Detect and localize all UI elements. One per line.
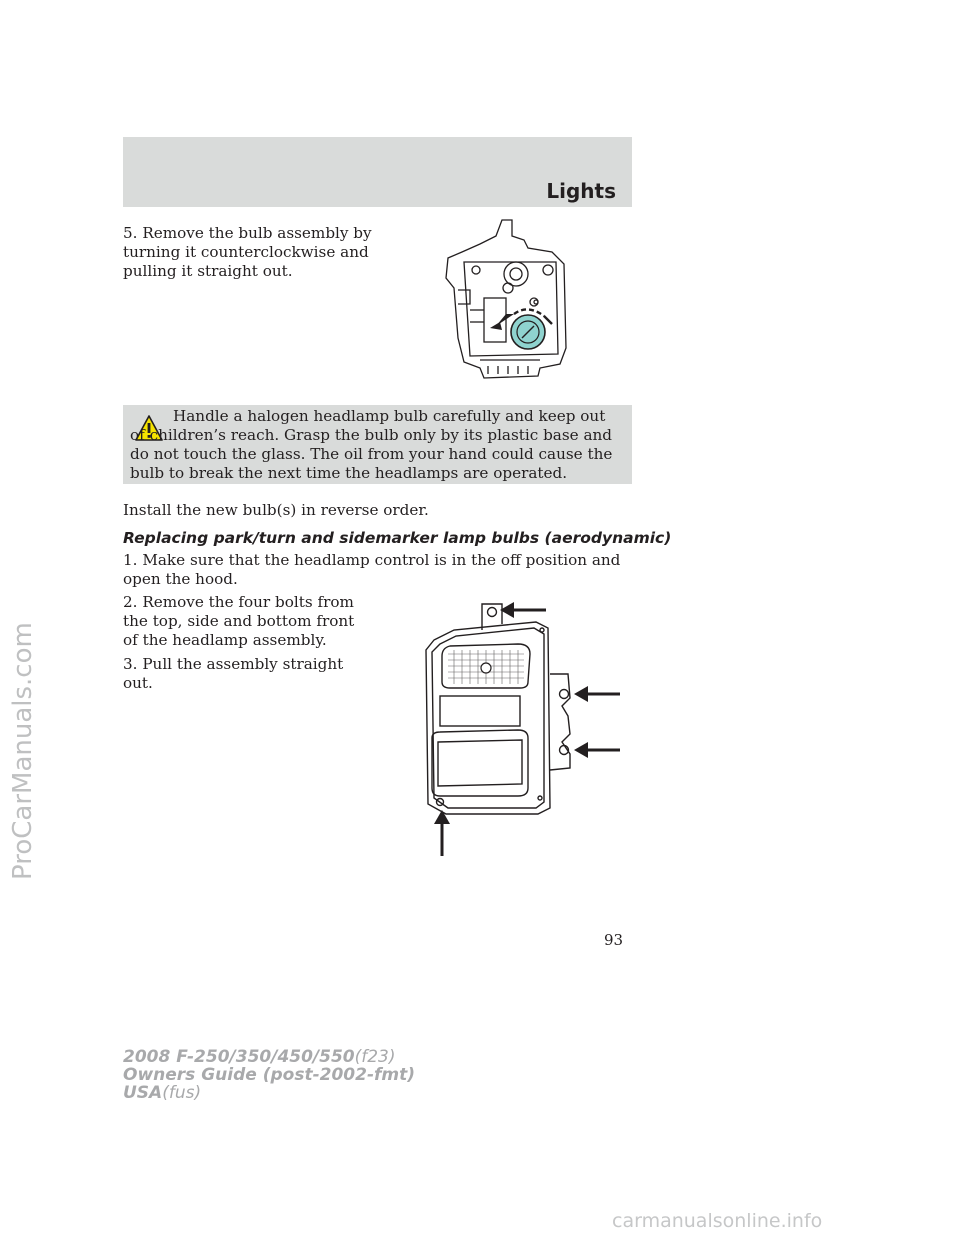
footer-model: 2008 F-250/350/450/550 <box>123 1047 355 1067</box>
side-watermark: ProCarManuals.com <box>8 622 38 880</box>
section-title: Lights <box>546 179 616 203</box>
bulb-removal-figure <box>440 218 582 384</box>
step-5-text: 5. Remove the bulb assembly by turning it counterclockwise and pulling it straight out. <box>123 224 372 280</box>
footer-model-code: (f23) <box>354 1047 396 1067</box>
headlamp-bolts-figure <box>418 598 628 860</box>
warning-box <box>123 405 632 484</box>
page-number: 93 <box>604 931 624 949</box>
step-1-text: 1. Make sure that the headlamp control is in the off position and open the hood. <box>123 551 621 588</box>
footer-market-code: (fus) <box>162 1083 202 1103</box>
install-text: Install the new bulb(s) in reverse order. <box>123 501 429 519</box>
warning-text: Handle a halogen headlamp bulb carefully and keep out of children’s reach. Grasp the bulb only by its plastic base and do not touch the glass. The oil from your hand could cause the bulb to break the next time the headlamps are operated. <box>130 407 613 482</box>
document-footer <box>123 1048 415 1102</box>
bottom-watermark: carmanualsonline.info <box>612 1210 823 1232</box>
section-subheading: Replacing park/turn and sidemarker lamp bulbs (aerodynamic) <box>123 529 672 547</box>
step-3-text: 3. Pull the assembly straight out. <box>123 655 344 692</box>
footer-market: USA <box>123 1083 163 1103</box>
section-header-band <box>123 137 632 207</box>
footer-guide: Owners Guide (post-2002-fmt) <box>123 1065 416 1085</box>
step-2-text: 2. Remove the four bolts from the top, side and bottom front of the headlamp assembly. <box>123 593 355 649</box>
